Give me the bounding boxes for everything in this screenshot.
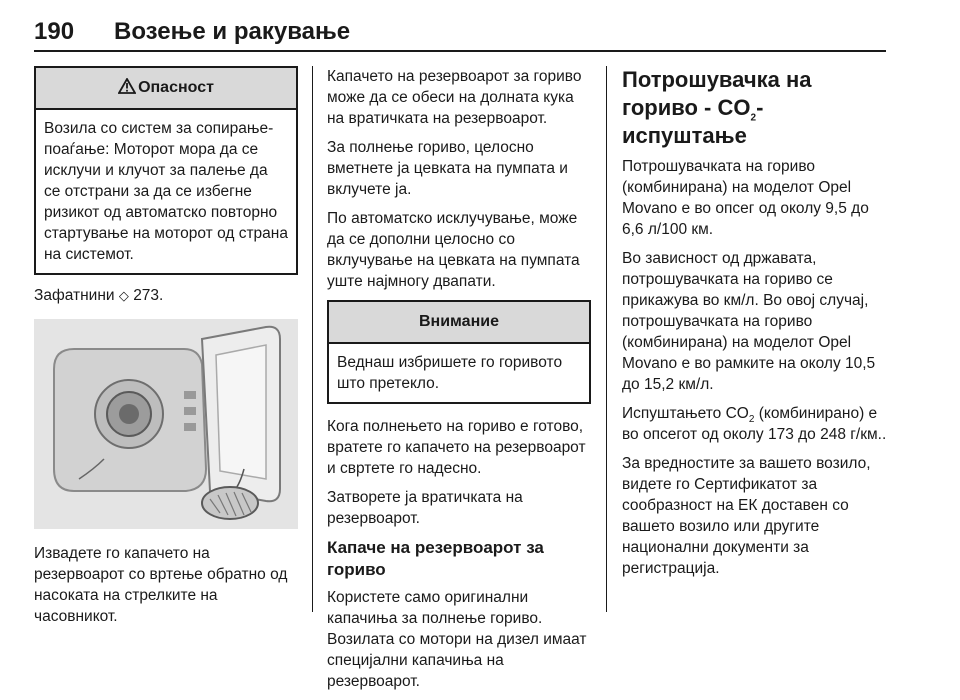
- paragraph-certificate: За вредностите за вашето возило, видете го Сертификатот за сообразност на ЕК доставен со вашето возило или другите национални документи за регистрација.: [622, 455, 871, 577]
- column-divider-1: [312, 66, 313, 612]
- section-heading-consumption: [622, 66, 888, 150]
- danger-box: [34, 66, 298, 275]
- tanking-reference-page[interactable]: 273.: [133, 287, 164, 304]
- tanking-reference: [34, 285, 298, 307]
- column-1: [34, 66, 298, 635]
- notice-box-text: Веднаш избришете го горивото што претекло.: [337, 354, 563, 392]
- paragraph-original-caps: Користете само оригинални капачиња за полнење гориво. Возилата со мотори на дизел имаат специјални капачиња на резервоарот.: [327, 589, 587, 690]
- co2-text-2: (комбинирано) е во опсегот од околу 173 до 248 г/км..: [622, 405, 887, 443]
- paragraph-close-door: Затворете ја вратичката на резервоарот.: [327, 489, 523, 527]
- paragraph-country-units: Во зависност од државата, потрошувачката на гориво се прикажува во км/л. Во овој случај, потрошувачката на гориво (комбинирана) на моделот Opel Movano е во рамките на околу 10,5 до 15,2 км/л.: [622, 250, 876, 393]
- notice-box-header: Внимание: [329, 302, 589, 344]
- paragraph-cap-hanging: Капачето на резервоарот за гориво може да се обеси на долната кука на вратичката на резервоарот.: [327, 68, 582, 127]
- co2-subscript: 2: [748, 414, 755, 426]
- paragraph-co2-emission: [622, 403, 888, 445]
- section-heading-fuel-cap: Капаче на резервоарот за гориво: [327, 538, 544, 579]
- column-2: [327, 66, 591, 700]
- paragraph-refuel: За полнење гориво, целосно вметнете ја цевката на пумпата и вклучете ја.: [327, 139, 568, 198]
- page-number: 190: [34, 18, 75, 45]
- page-header: [34, 14, 886, 48]
- notice-box: [327, 300, 591, 404]
- header-rule: [34, 50, 886, 52]
- paragraph-topup: По автоматско исклучување, може да се дополни целосно со вклучување на цевката на пумпата уште најмногу двапати.: [327, 210, 580, 290]
- danger-box-title: Опасност: [138, 79, 214, 96]
- column-3: [622, 66, 888, 587]
- tanking-reference-label: Зафатнини: [34, 287, 115, 304]
- fuel-cap-illustration: [34, 319, 298, 529]
- co2-text-1: Испуштањето CO: [622, 405, 749, 422]
- paragraph-combined-consumption: Потрошувачката на гориво (комбинирана) на моделот Opel Movano е во опсег од околу 9,5 до 6,6 л/100 км.: [622, 158, 869, 238]
- page-title: Возење и ракување: [114, 18, 351, 45]
- heading-subscript: 2: [750, 112, 757, 124]
- fuel-filler-drawing: [34, 319, 298, 529]
- page-reference-arrow-icon: ◇: [118, 289, 129, 304]
- warning-triangle-icon: [118, 78, 136, 94]
- heading-text-1: Потрошувачка на гориво - CO: [622, 67, 812, 120]
- danger-box-header: [36, 68, 296, 110]
- heading-text-2: -испуштање: [622, 95, 764, 148]
- column-divider-2: [606, 66, 607, 612]
- figure-caption: Извадете го капачето на резервоарот со вртење обратно од насоката на стрелките на часовникот.: [34, 545, 288, 625]
- paragraph-refit-cap: Кога полнењето на гориво е готово, вратете го капачето на резервоарот и свртете го надесно.: [327, 418, 586, 477]
- danger-box-text: Возила со систем за сопирање-поаѓање: Моторот мора да се исклучи и клучот за палење да се отстрани за да се избегне ризикот од автоматско повторно стартување на моторот од страна на системот.: [44, 120, 288, 263]
